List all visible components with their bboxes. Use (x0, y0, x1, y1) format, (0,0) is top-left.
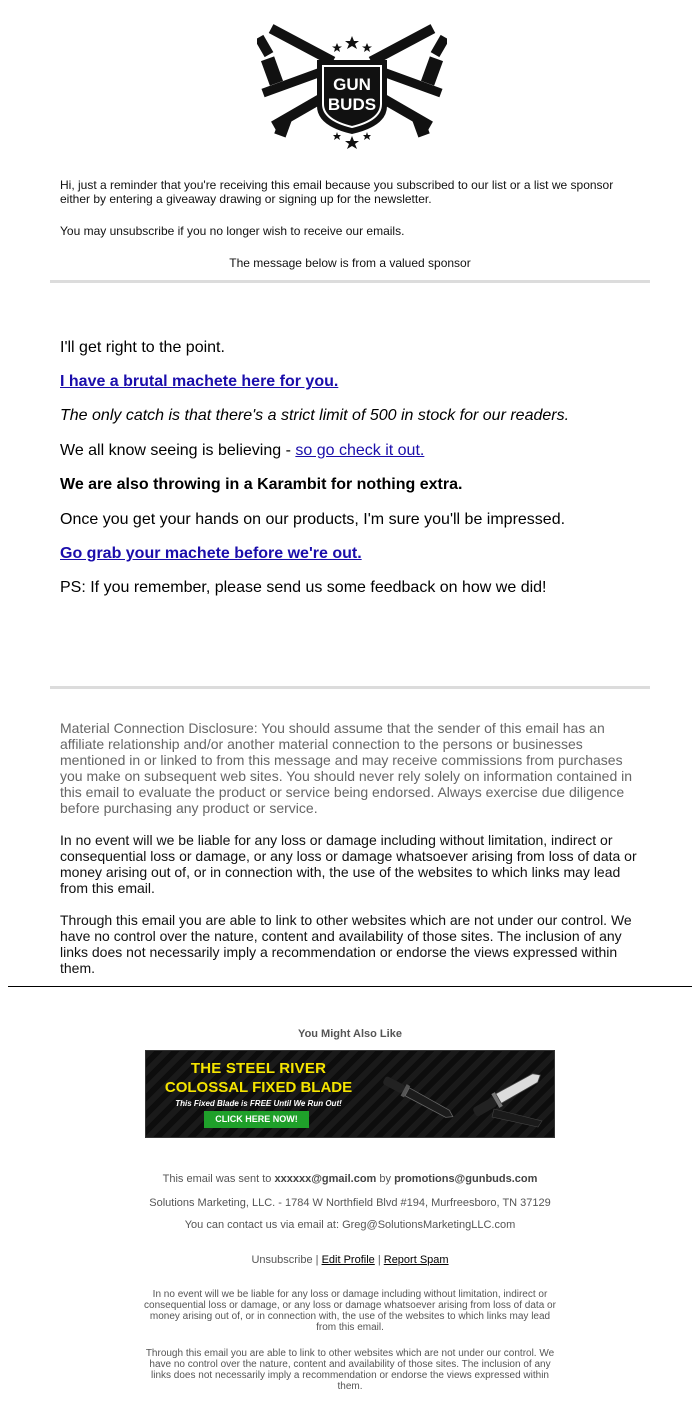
edit-profile-link[interactable]: Edit Profile (321, 1254, 375, 1266)
liability-disclaimer: In no event will we be liable for any loss or damage including without limitation, indirect or consequential loss or damage, or any loss or damage whatsoever arising from loss of data or money arising out of, or in connection with, the use of the websites to which links may lead from this email. (60, 832, 637, 896)
banner-subtitle: This Fixed Blade is FREE Until We Run Out! (175, 1099, 342, 1108)
footer-links-disclaimer: Through this email you are able to link to other websites which are not under our control. We have no control over the nature, content and availability of those sites. The inclusion of any links does not necessarily imply a recommendation or endorse the views expressed within them. (145, 1348, 555, 1392)
message-line-ps: PS: If you remember, please send us some feedback on how we did! (60, 579, 547, 596)
footer-liability-disclaimer: In no event will we be liable for any loss or damage including without limitation, indirect or consequential loss or damage, or any loss or damage whatsoever arising from loss of data or money arising out of, or in connection with, the use of the websites to which links may lead from this email. (144, 1289, 556, 1333)
divider (50, 280, 650, 283)
promo-banner[interactable] (145, 1050, 555, 1138)
footer-links (0, 1254, 700, 1266)
message-line: I'll get right to the point. (60, 339, 225, 356)
crossed-guns-emblem-icon (257, 18, 447, 153)
message-line-prefix: We all know seeing is believing - (60, 442, 296, 459)
divider (50, 686, 650, 689)
unsubscribe-link[interactable]: Unsubscribe (251, 1254, 313, 1266)
sender-email: promotions@gunbuds.com (394, 1173, 538, 1185)
grab-machete-link[interactable]: Go grab your machete before we're out. (60, 545, 362, 562)
message-line-impressed: Once you get your hands on our products, I'm sure you'll be impressed. (60, 511, 566, 528)
unsubscribe-note: You may unsubscribe if you no longer wish to receive our emails. (60, 224, 405, 238)
sponsor-note: The message below is from a valued sponsor (229, 256, 471, 270)
contact-line: You can contact us via email at: Greg@SolutionsMarketingLLC.com (184, 1219, 516, 1231)
external-links-disclaimer: Through this email you are able to link to other websites which are not under our control. We have no control over the nature, content and availability of those sites. The inclusion of any links does not necessarily imply a recommendation or endorse the views expressed within them. (60, 912, 632, 976)
banner-title-line1: THE STEEL RIVER (190, 1060, 327, 1077)
message-link-machete (60, 372, 660, 392)
sent-to-line (0, 1173, 700, 1185)
message-line-karambit: We are also throwing in a Karambit for nothing extra. (60, 476, 463, 493)
link-separator: | (312, 1254, 322, 1266)
banner-title-line2: COLOSSAL FIXED BLADE (164, 1079, 353, 1096)
subscription-reminder: Hi, just a reminder that you're receiving this email because you subscribed to our list or a list we sponsor either by entering a giveaway drawing or signing up for the newsletter. (60, 178, 614, 206)
knife-images-icon (374, 1061, 550, 1131)
sent-by-word: by (376, 1173, 395, 1185)
gunbuds-logo (257, 18, 447, 153)
banner-click-button[interactable]: CLICK HERE NOW! (204, 1111, 309, 1128)
message-link-grab (60, 544, 660, 564)
footer-divider (8, 986, 692, 987)
sent-to-prefix: This email was sent to (162, 1173, 275, 1185)
report-spam-link[interactable]: Report Spam (383, 1254, 449, 1266)
company-address: Solutions Marketing, LLC. - 1784 W Northfield Blvd #194, Murfreesboro, TN 37129 (149, 1197, 551, 1209)
recipient-email: xxxxxx@gmail.com (274, 1173, 377, 1185)
logo-text-gun: GUN (333, 75, 371, 94)
message-line-stock-limit: The only catch is that there's a strict limit of 500 in stock for our readers. (60, 407, 570, 424)
check-it-out-link[interactable]: so go check it out. (295, 442, 425, 459)
link-separator: | (374, 1254, 384, 1266)
logo-text-buds: BUDS (327, 95, 377, 114)
machete-link[interactable]: I have a brutal machete here for you. (60, 373, 339, 390)
message-line-check-out (60, 441, 660, 461)
material-connection-disclosure: Material Connection Disclosure: You should assume that the sender of this email has an affiliate relationship and/or another material connection to the persons or businesses mentioned in or linked to from this message and may receive commissions from purchases you make on subsequent web sites. You should never rely solely on information contained in this email to evaluate the product or service being endorsed. Always exercise due diligence before purchasing any product or service. (60, 720, 633, 816)
you-might-also-like-heading: You Might Also Like (298, 1028, 402, 1040)
